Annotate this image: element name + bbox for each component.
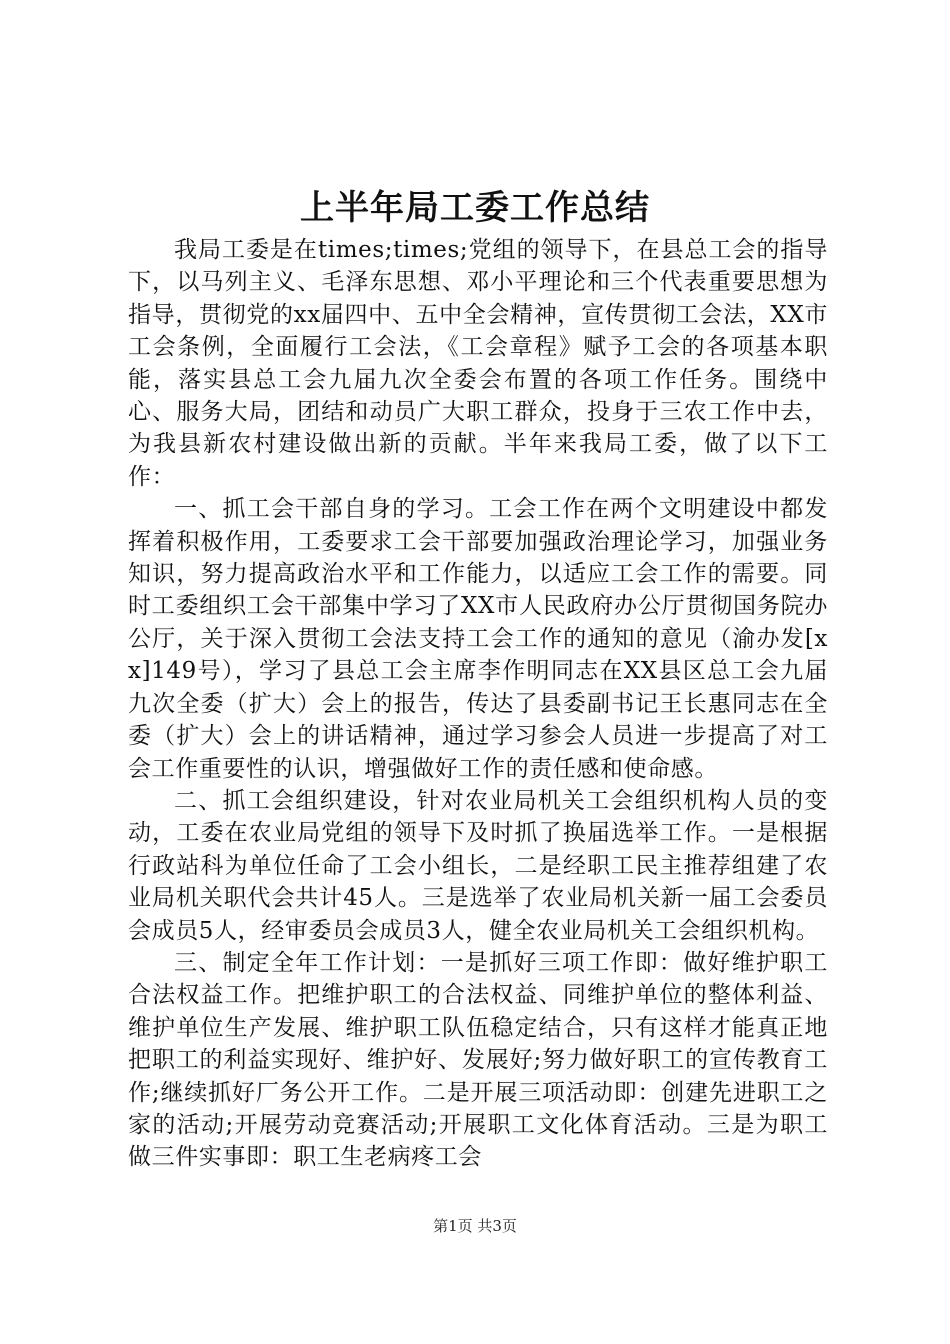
paragraph-section-2: 二、抓工会组织建设，针对农业局机关工会组织机构人员的变动，工委在农业局党组的领导下及时抓了换届选举工作。一是根据行政站科为单位任命了工会小组长，二是经职工民主推荐组建了农业局机关职代会共计45人。三是选举了农业局机关新一届工会委员会成员5人，经审委员会成员3人，健全农业局机关工会组织机构。: [128, 787, 828, 944]
document-body: [128, 234, 828, 1174]
paragraph-section-3: 三、制定全年工作计划：一是抓好三项工作即：做好维护职工合法权益工作。把维护职工的合法权益、同维护单位的整体利益、维护单位生产发展、维护职工队伍稳定结合，只有这样才能真正地把职工的利益实现好、维护好、发展好;努力做好职工的宣传教育工作;继续抓好厂务公开工作。二是开展三项活动即：创建先进职工之家的活动;开展劳动竞赛活动;开展职工文化体育活动。三是为职工做三件实事即：职工生老病疼工会: [128, 949, 828, 1171]
page-number-footer: 第1页 共3页: [433, 1217, 517, 1235]
document-title: 上半年局工委工作总结: [300, 188, 650, 228]
paragraph-section-1: 一、抓工会干部自身的学习。工会工作在两个文明建设中都发挥着积极作用，工委要求工会干部要加强政治理论学习，加强业务知识，努力提高政治水平和工作能力，以适应工会工作的需要。同时工委组织工会干部集中学习了XX市人民政府办公厅贯彻国务院办公厅，关于深入贯彻工会法支持工会工作的通知的意见（渝办发[xx]149号），学习了县总工会主席李作明同志在XX县区总工会九届九次全委（扩大）会上的报告，传达了县委副书记王长惠同志在全委（扩大）会上的讲话精神，通过学习参会人员进一步提高了对工会工作重要性的认识，增强做好工作的责任感和使命感。: [128, 496, 828, 782]
paragraph-intro: 我局工委是在times;times;党组的领导下，在县总工会的指导下，以马列主义、毛泽东思想、邓小平理论和三个代表重要思想为指导，贯彻党的xx届四中、五中全会精神，宣传贯彻工会法，XX市工会条例，全面履行工会法，《工会章程》赋予工会的各项基本职能，落实县总工会九届九次全委会布置的各项工作任务。围绕中心、服务大局，团结和动员广大职工群众，投身于三农工作中去，为我县新农村建设做出新的贡献。半年来我局工委，做了以下工作：: [128, 237, 828, 490]
